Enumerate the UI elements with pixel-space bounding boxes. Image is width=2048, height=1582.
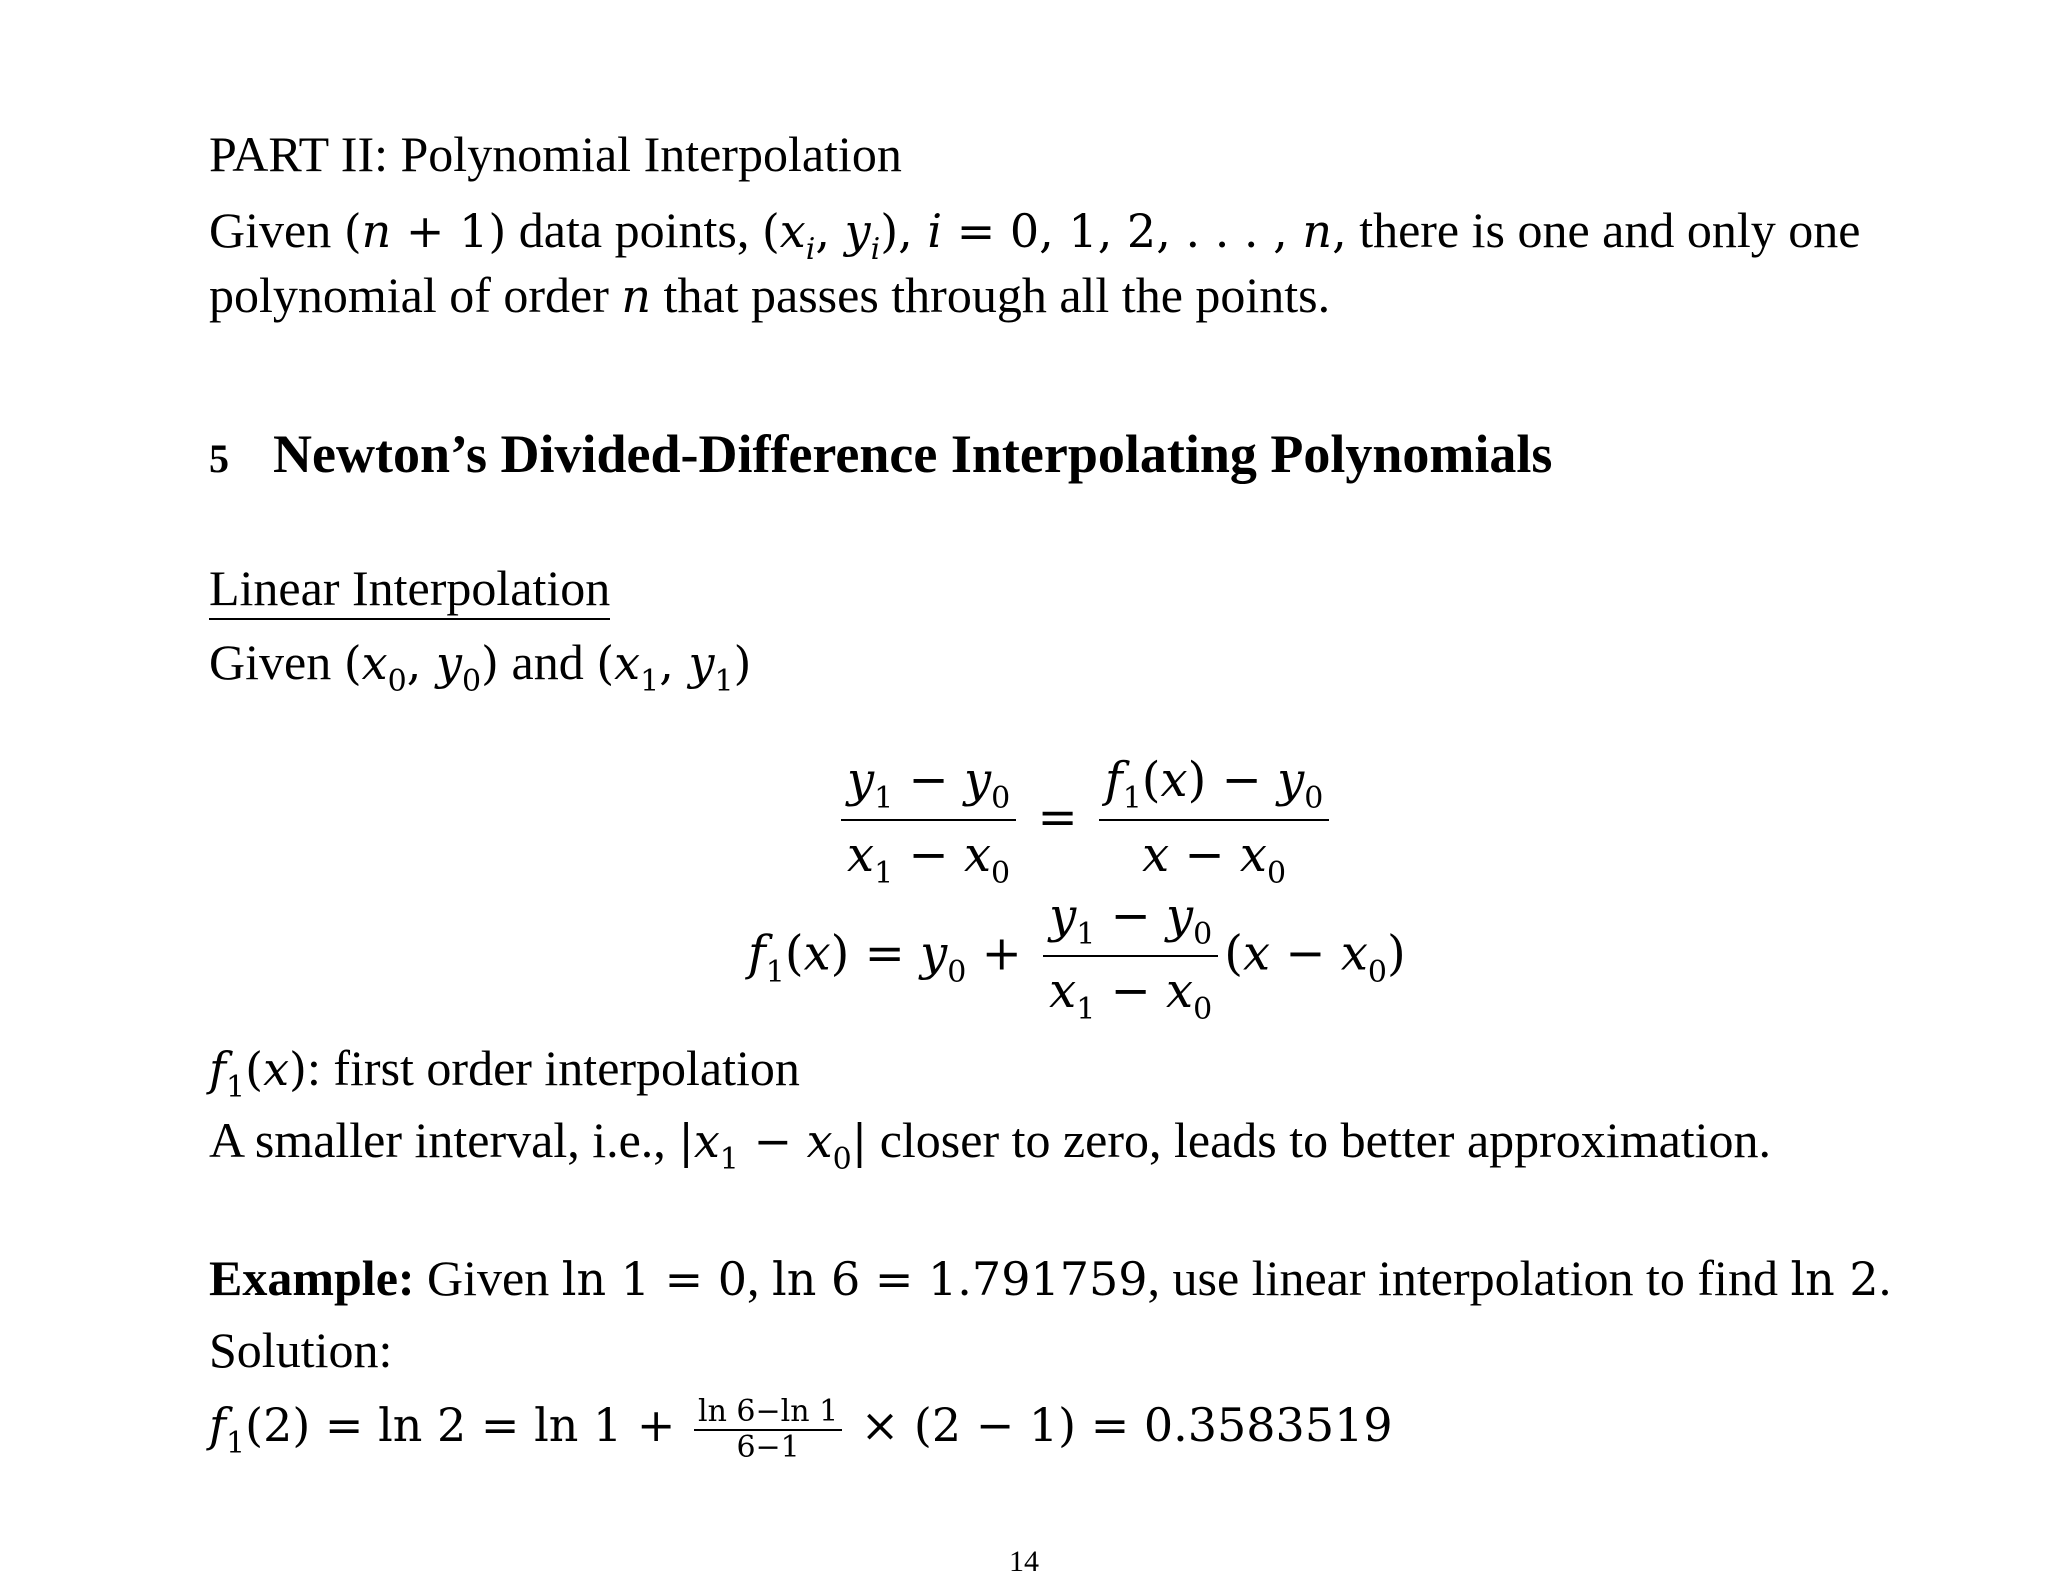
- interval-text: A smaller interval, i.e.,: [209, 1112, 679, 1168]
- and-text: and: [499, 634, 597, 690]
- solution-label: Solution:: [209, 1322, 393, 1378]
- example-text: , use linear interpolation to find: [1147, 1250, 1791, 1306]
- intro-expr-points: ($x_i$, $y_i$), i = 0, 1, 2, . . . , n,: [761, 204, 1347, 267]
- example-ln6: ln 6 = 1.791759: [772, 1252, 1148, 1306]
- equals-sign: =: [1037, 789, 1078, 846]
- section-heading: [209, 424, 1552, 489]
- fraction-slope: $\frac{y_1 - y_0}{x_1 - x_0}$: [1043, 888, 1218, 1026]
- given-text: Given: [209, 634, 332, 690]
- example-text: ,: [747, 1250, 773, 1306]
- f1-expr: $f_1(x)$: [209, 1042, 307, 1105]
- interval-note: [209, 1110, 1771, 1178]
- intro-n: n: [621, 269, 652, 323]
- linear-interpolation-title: Linear Interpolation: [209, 560, 610, 620]
- given-points-line: [209, 632, 752, 700]
- example-line: [209, 1248, 1891, 1309]
- intro-text: there is one and only one: [1359, 202, 1861, 258]
- example-label: Example:: [209, 1250, 415, 1306]
- section-number: 5: [209, 436, 229, 481]
- point-0: ($x_0$, $y_0$): [343, 636, 499, 699]
- equation-f1: $f_1(x) = y_0$ + $\frac{y_1 - y_0}{x_1 - x_0}$ $(x - x_0)$: [748, 888, 1406, 1027]
- intro-text: that passes through all the points.: [663, 267, 1331, 323]
- page-number: 14: [1009, 1545, 1039, 1578]
- solution-lhs: $f_1(2) = \ln 2 = \ln 1$ +: [209, 1398, 676, 1461]
- section-title: Newton’s Divided-Difference Interpolating Polynomials: [273, 424, 1553, 484]
- intro-text: Given: [209, 202, 332, 258]
- equation-slope: [835, 752, 1335, 890]
- f1-description: [209, 1038, 800, 1106]
- solution-equation: [209, 1394, 1393, 1465]
- example-text: .: [1878, 1250, 1892, 1306]
- fraction-right: $\frac{f_1(x) - y_0}{x - x_0}$: [1099, 752, 1329, 890]
- intro-text: data points,: [518, 202, 762, 258]
- point-1: ($x_1$, $y_1$): [596, 636, 752, 699]
- interval-text: closer to zero, leads to better approximation.: [867, 1112, 1772, 1168]
- subsection-title: [209, 558, 610, 620]
- interval-expr: $|x_1 - x_0|$: [678, 1114, 868, 1177]
- intro-text: polynomial of order: [209, 267, 609, 323]
- intro-line-1: [209, 200, 1860, 268]
- intro-expr-count: (n + 1): [343, 204, 507, 258]
- example-text: Given: [414, 1250, 562, 1306]
- solution-rhs: × (2 − 1) = 0.3583519: [860, 1398, 1393, 1452]
- f1-label: : first order interpolation: [306, 1040, 800, 1096]
- fraction-left: $\frac{y_1 - y_0}{x_1 - x_0}$: [841, 752, 1016, 890]
- example-ln1: ln 1 = 0: [561, 1252, 748, 1306]
- part-title: PART II: Polynomial Interpolation: [209, 126, 902, 182]
- example-ln2: ln 2: [1790, 1252, 1879, 1306]
- intro-line-2: [209, 265, 1330, 326]
- solution-fraction: $\frac{\ln 6-\ln 1}{6-1}$: [694, 1395, 842, 1465]
